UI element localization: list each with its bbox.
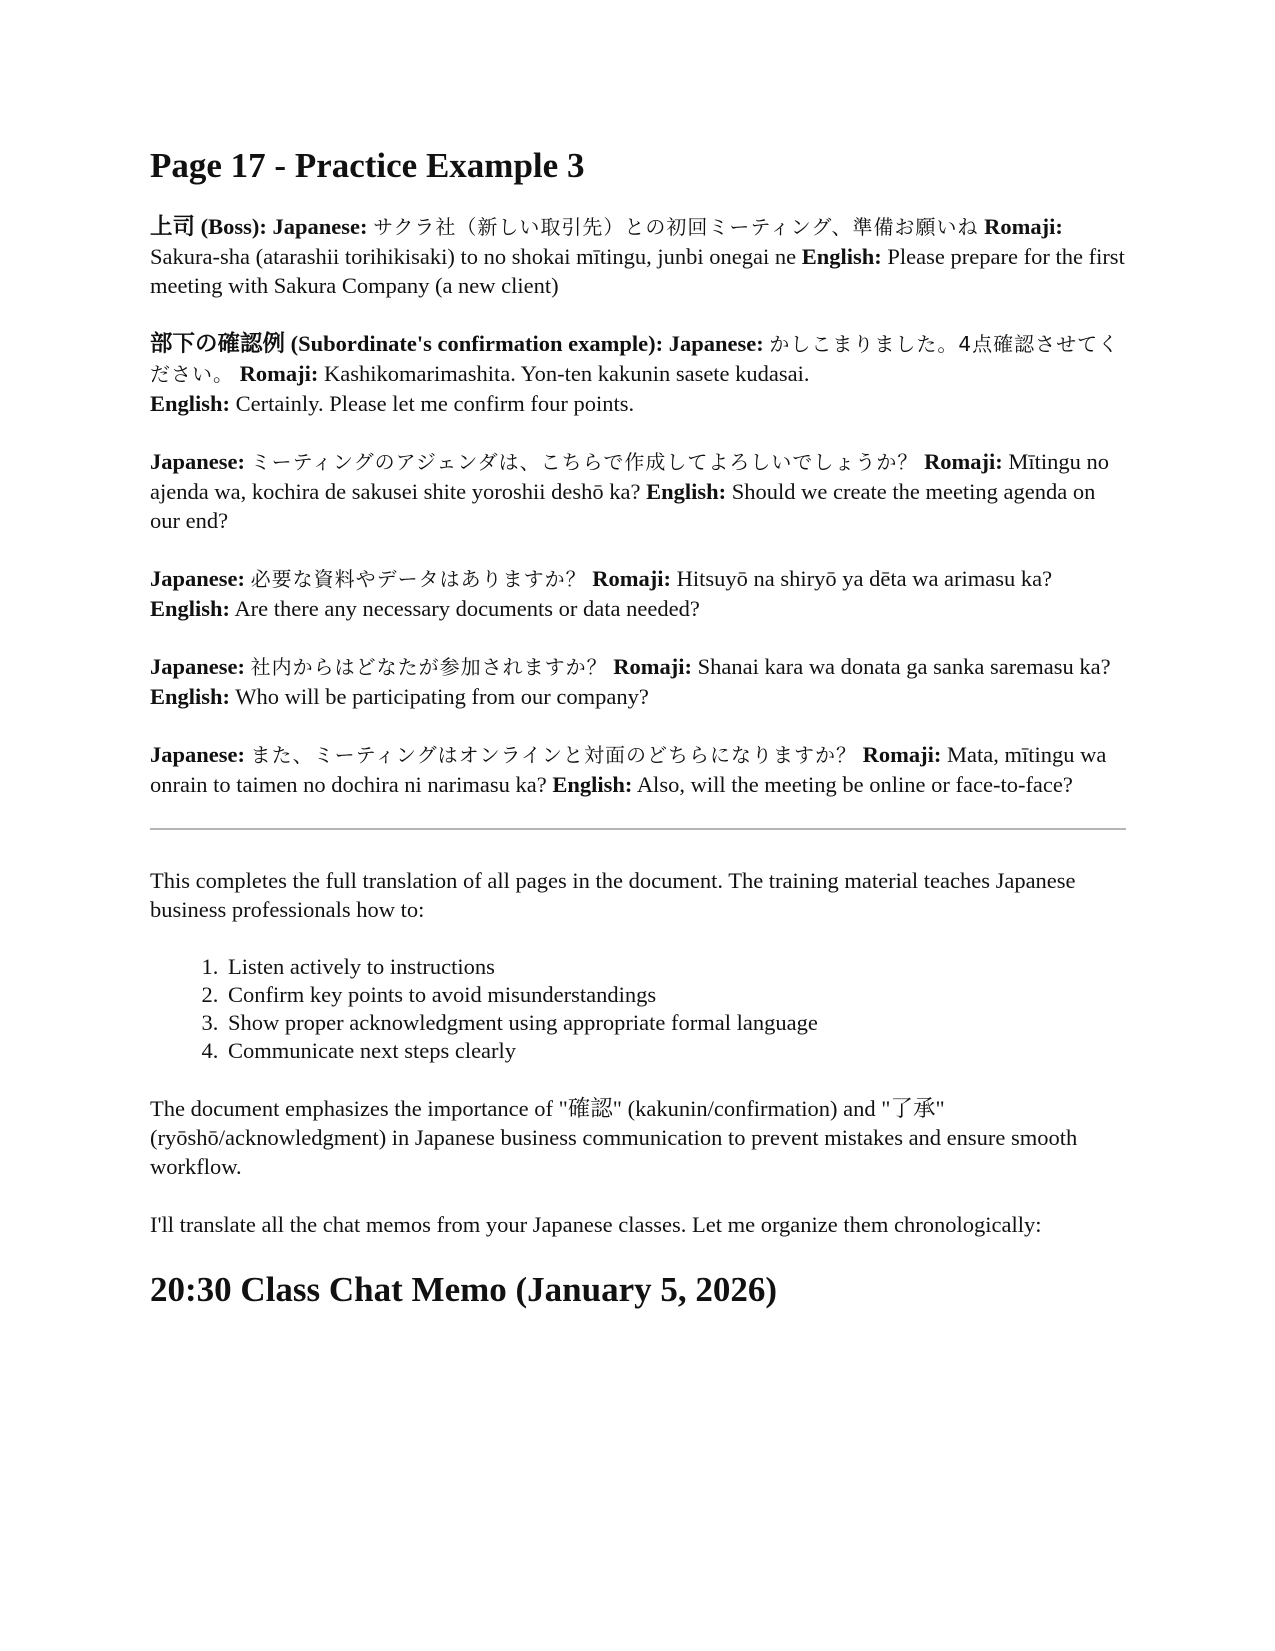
romaji-text: Hitsuyō na shiryō ya dēta wa arimasu ka?	[676, 566, 1053, 591]
japanese-label: Japanese:	[668, 331, 764, 356]
question-item	[150, 740, 1126, 799]
japanese-text: 必要な資料やデータはありますか？	[250, 567, 587, 591]
summary-list	[150, 953, 1126, 1065]
chat-memo-heading: 20:30 Class Chat Memo (January 5, 2026)	[150, 1270, 778, 1309]
english-label: English:	[150, 684, 231, 709]
romaji-text: Shanai kara wa donata ga sanka saremasu ka?	[697, 654, 1111, 679]
romaji-text: Sakura-sha (atarashii torihikisaki) to no shokai mītingu, junbi onegai ne	[150, 244, 797, 269]
japanese-label: Japanese:	[272, 214, 368, 239]
list-item: 1. Listen actively to instructions	[224, 953, 1126, 981]
japanese-text: ミーティングのアジェンダは、こちらで作成してよろしいでしょうか？	[250, 450, 919, 474]
english-text: Who will be participating from our company?	[235, 684, 649, 709]
english-label: English:	[150, 596, 231, 621]
section-divider	[150, 828, 1126, 830]
japanese-text: また、ミーティングはオンラインと対面のどちらになりますか？	[250, 743, 858, 767]
boss-label: 上司 (Boss):	[150, 214, 267, 239]
subordinate-label: 部下の確認例 (Subordinate's confirmation example):	[150, 331, 664, 356]
japanese-label: Japanese:	[150, 566, 245, 591]
romaji-text: Kashikomarimashita. Yon-ten kakunin sasete kudasai.	[323, 361, 810, 386]
english-label: English:	[801, 244, 882, 269]
summary-intro: This completes the full translation of all pages in the document. The training material teaches Japanese business professionals how to:	[150, 868, 1076, 922]
japanese-label: Japanese:	[150, 742, 245, 767]
romaji-text: Mata, mītingu wa onrain to taimen no dochira ni narimasu ka?	[150, 742, 1107, 797]
romaji-label: Romaji:	[862, 742, 942, 767]
romaji-label: Romaji:	[613, 654, 692, 679]
romaji-label: Romaji:	[239, 361, 319, 386]
question-item	[150, 652, 1126, 711]
question-item	[150, 564, 1126, 623]
romaji-label: Romaji:	[924, 449, 1003, 474]
page-title: Page 17 - Practice Example 3	[150, 146, 585, 185]
english-text: Should we create the meeting agenda on our end?	[150, 479, 1096, 533]
list-item: 2. Confirm key points to avoid misunderstandings	[224, 981, 1126, 1009]
japanese-label: Japanese:	[150, 449, 245, 474]
romaji-label: Romaji:	[984, 214, 1063, 239]
english-label: English:	[552, 772, 633, 797]
list-item: 3. Show proper acknowledgment using appropriate formal language	[224, 1009, 1126, 1037]
question-item	[150, 447, 1126, 535]
english-text: Are there any necessary documents or data needed?	[234, 596, 700, 621]
japanese-label: Japanese:	[150, 654, 245, 679]
english-text: Please prepare for the first meeting with Sakura Company (a new client)	[150, 244, 1125, 298]
english-text: Also, will the meeting be online or face-to-face?	[636, 772, 1073, 797]
chat-intro: I'll translate all the chat memos from your Japanese classes. Let me organize them chronologically:	[150, 1212, 1042, 1237]
romaji-text: Mītingu no ajenda wa, kochira de sakusei shite yoroshii deshō ka?	[150, 449, 1110, 504]
boss-instruction	[150, 212, 1126, 300]
list-item: 4. Communicate next steps clearly	[224, 1037, 1126, 1065]
romaji-label: Romaji:	[592, 566, 671, 591]
english-label: English:	[646, 479, 727, 504]
document-page	[150, 146, 1126, 1310]
japanese-text: 社内からはどなたが参加されますか？	[250, 655, 608, 679]
japanese-text: かしこまりました。4点確認させてください。	[150, 332, 1120, 386]
japanese-text: サクラ社（新しい取引先）との初回ミーティング、準備お願いね	[373, 215, 979, 239]
subordinate-confirmation	[150, 329, 1126, 418]
english-text: Certainly. Please let me confirm four points.	[235, 391, 635, 416]
english-label: English:	[150, 391, 231, 416]
emphasis-paragraph: The document emphasizes the importance of "確認" (kakunin/confirmation) and "了承" (ryōshō/acknowledgment) in Japanese business communication to prevent mistakes and ensure smooth workflow.	[150, 1096, 1078, 1179]
